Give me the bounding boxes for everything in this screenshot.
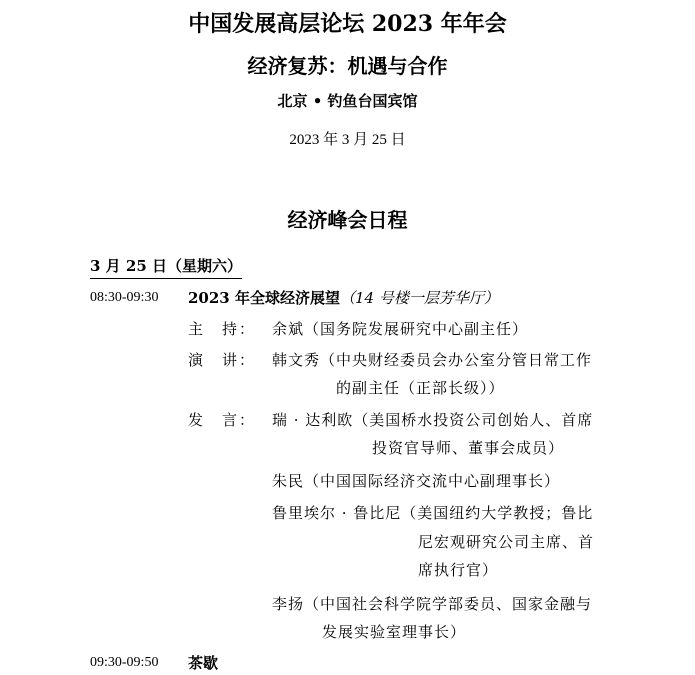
day-heading: 3 月 25 日（星期六） <box>90 255 242 279</box>
session-title: 茶歇 <box>188 654 219 672</box>
role-discussants: 发 言： <box>188 411 257 429</box>
session-time: 09:30-09:50 <box>90 655 159 670</box>
host-name: 余斌（国务院发展研究中心副主任） <box>272 320 529 338</box>
forum-venue: 北京 • 钓鱼台国宾馆 <box>277 92 418 110</box>
speaker-line-2: 的副主任（正部长级）） <box>336 379 505 397</box>
discussant-4-line-2: 发展实验室理事长） <box>322 623 467 641</box>
speaker-line-1: 韩文秀（中央财经委员会办公室分管日常工作 <box>272 351 593 369</box>
forum-title: 中国发展高层论坛 2023 年年会 <box>188 11 507 37</box>
role-speaker: 演 讲： <box>188 351 257 369</box>
role-host: 主 持： <box>188 320 257 338</box>
discussant-3-line-1: 鲁里埃尔 · 鲁比尼（美国纽约大学教授；鲁比 <box>272 504 594 522</box>
session-location: （14 号楼一层芳华厅） <box>339 289 499 307</box>
forum-date: 2023 年 3 月 25 日 <box>289 132 406 148</box>
discussant-3-line-3: 席执行官） <box>418 561 499 579</box>
discussant-1-line-1: 瑞 · 达利欧（美国桥水投资公司创始人、首席 <box>272 411 594 429</box>
discussant-4-line-1: 李扬（中国社会科学院学部委员、国家金融与 <box>272 595 593 613</box>
session-title: 2023 年全球经济展望 <box>188 289 340 307</box>
discussant-1-line-2: 投资官导师、董事会成员） <box>372 439 565 457</box>
discussant-3-line-2: 尼宏观研究公司主席、首 <box>418 533 595 551</box>
session-title-row <box>188 287 499 309</box>
forum-theme: 经济复苏：机遇与合作 <box>247 54 448 78</box>
session-time: 08:30-09:30 <box>90 290 159 305</box>
section-title: 经济峰会日程 <box>287 208 408 232</box>
discussant-2-line-1: 朱民（中国国际经济交流中心副理事长） <box>272 472 561 490</box>
